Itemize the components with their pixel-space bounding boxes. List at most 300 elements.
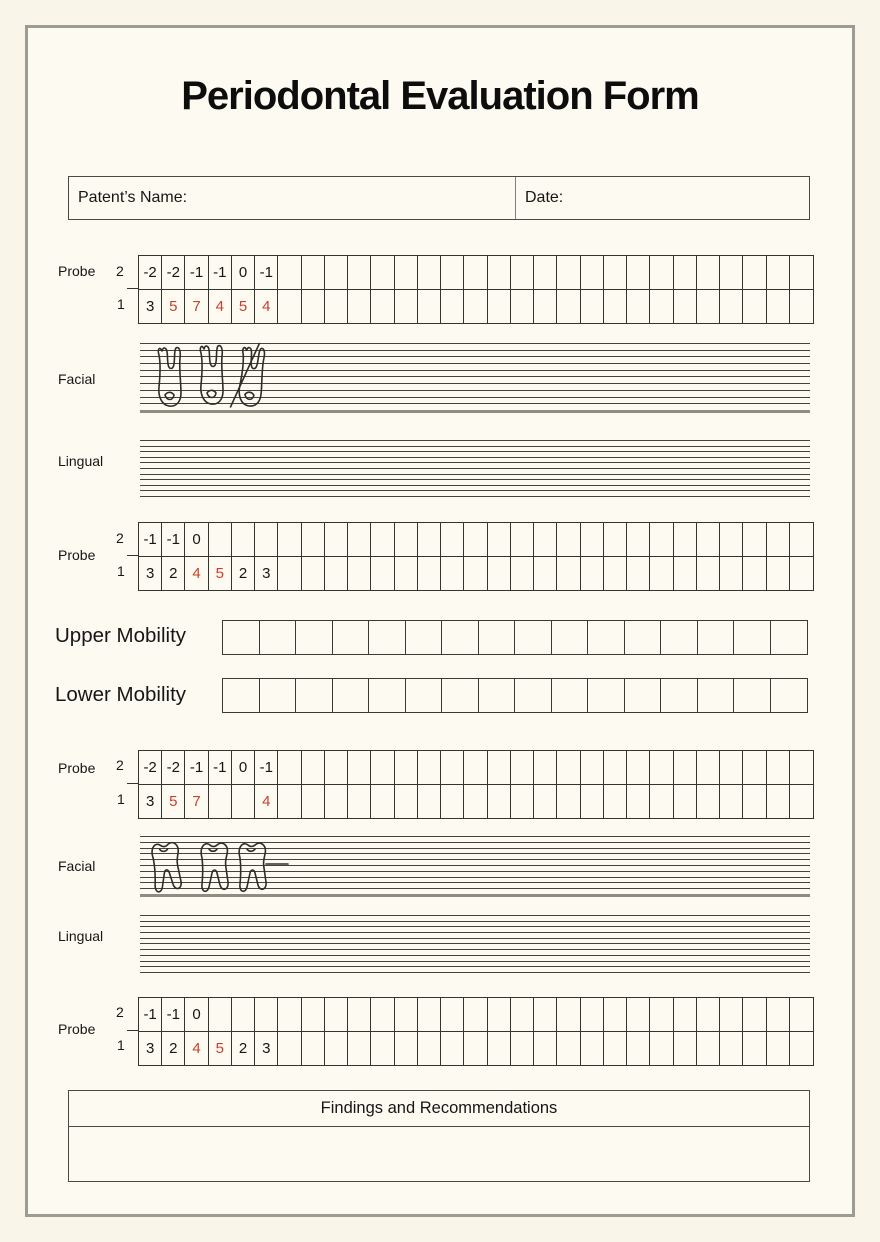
mobility-cell[interactable] (625, 621, 662, 654)
probe-cell[interactable] (581, 290, 604, 323)
mobility-cell[interactable] (406, 679, 443, 712)
page-title: Periodontal Evaluation Form (181, 74, 699, 118)
probe-cell[interactable] (720, 998, 743, 1031)
probe-cell[interactable] (697, 557, 720, 590)
probe-cell[interactable] (534, 1032, 557, 1065)
probe-cell[interactable] (720, 1032, 743, 1065)
probe-cell[interactable] (278, 751, 301, 784)
probe-cell[interactable]: 3 (139, 785, 162, 818)
mobility-cell[interactable] (333, 621, 370, 654)
probe-cell[interactable] (557, 1032, 580, 1065)
probe-cell[interactable] (767, 290, 790, 323)
mobility-cell[interactable] (515, 621, 552, 654)
probe-cell[interactable]: -1 (185, 256, 208, 289)
probe-cell[interactable] (325, 523, 348, 556)
probe-cell[interactable] (441, 1032, 464, 1065)
probe-cell[interactable] (557, 256, 580, 289)
probe-cell[interactable] (418, 523, 441, 556)
probe-cell[interactable] (650, 751, 673, 784)
probe-cell[interactable] (697, 785, 720, 818)
ruled-line (140, 474, 810, 475)
probe-cell[interactable]: 5 (209, 1032, 232, 1065)
probe-cell[interactable] (464, 751, 487, 784)
patient-name-label: Patent’s Name: (78, 189, 188, 206)
probe-cell[interactable] (418, 256, 441, 289)
probe-cell[interactable] (464, 785, 487, 818)
probe-cell[interactable] (488, 256, 511, 289)
probe-cell[interactable] (581, 256, 604, 289)
probe-row1-number-4: 1 (117, 1037, 125, 1053)
probe-row2-number-3: 2 (116, 757, 124, 773)
probe-cell[interactable] (418, 751, 441, 784)
ruled-line (140, 943, 810, 944)
tooth-sketch-group-lower (146, 838, 296, 900)
probe-cell[interactable] (371, 998, 394, 1031)
probe-cell[interactable] (464, 557, 487, 590)
probe-cell[interactable] (418, 290, 441, 323)
probe-cell[interactable] (464, 998, 487, 1031)
probe-cell[interactable]: 0 (232, 751, 255, 784)
probe-cell[interactable] (650, 290, 673, 323)
probe-label-4: Probe (58, 1021, 96, 1037)
probe-cell[interactable] (302, 785, 325, 818)
probe-cell[interactable] (581, 1032, 604, 1065)
probe-label-3: Probe (58, 760, 96, 776)
probe-cell[interactable] (743, 785, 766, 818)
probe-cell[interactable]: -2 (162, 256, 185, 289)
probe-cell[interactable] (302, 290, 325, 323)
probe-cell[interactable] (371, 751, 394, 784)
mobility-cell[interactable] (442, 621, 479, 654)
probe-cell[interactable] (627, 998, 650, 1031)
probe-cell[interactable] (348, 1032, 371, 1065)
probe-cell[interactable] (720, 785, 743, 818)
probe-cell[interactable] (627, 256, 650, 289)
probe-cell[interactable] (511, 290, 534, 323)
probe-cell[interactable] (348, 785, 371, 818)
probe-cell[interactable] (743, 998, 766, 1031)
probe-cell[interactable] (650, 256, 673, 289)
probe-cell[interactable] (511, 998, 534, 1031)
probe-cell[interactable] (441, 256, 464, 289)
mobility-cell[interactable] (406, 621, 443, 654)
mobility-cell[interactable] (260, 679, 297, 712)
mobility-cell[interactable] (442, 679, 479, 712)
probe-row1-number-2: 1 (117, 563, 125, 579)
probe-cell[interactable] (767, 523, 790, 556)
mobility-cell[interactable] (333, 679, 370, 712)
probe-cell[interactable] (767, 1032, 790, 1065)
probe-cell[interactable]: 4 (255, 290, 278, 323)
probe-cell[interactable] (441, 557, 464, 590)
probe-cell[interactable]: 5 (209, 557, 232, 590)
probe-cell[interactable] (557, 523, 580, 556)
probe-cell[interactable] (674, 785, 697, 818)
probe-cell[interactable] (604, 1032, 627, 1065)
probe-cell[interactable] (511, 523, 534, 556)
probe-cell[interactable] (720, 256, 743, 289)
probe-cell[interactable] (441, 751, 464, 784)
probe-cell[interactable]: 3 (255, 557, 278, 590)
probe-cell[interactable] (650, 998, 673, 1031)
probe-cell[interactable] (371, 785, 394, 818)
probe-cell[interactable] (371, 557, 394, 590)
probe-cell[interactable] (395, 751, 418, 784)
probe-cell[interactable] (209, 998, 232, 1031)
mobility-cell[interactable] (661, 679, 698, 712)
probe-cell[interactable] (790, 785, 813, 818)
ruled-line (140, 921, 810, 922)
probe-cell[interactable] (464, 256, 487, 289)
probe-cell[interactable] (488, 998, 511, 1031)
probe-cell[interactable]: 5 (162, 290, 185, 323)
tooth-sketch (239, 843, 288, 891)
probe-cell[interactable] (650, 1032, 673, 1065)
mobility-cell[interactable] (698, 621, 735, 654)
probe-cell[interactable] (488, 290, 511, 323)
probe-cell[interactable] (534, 523, 557, 556)
mobility-cell[interactable] (734, 679, 771, 712)
mobility-cell[interactable] (296, 621, 333, 654)
probe-cell[interactable] (371, 256, 394, 289)
probe-cell[interactable] (627, 523, 650, 556)
probe-cell[interactable] (325, 557, 348, 590)
probe-cell[interactable] (720, 290, 743, 323)
probe-cell[interactable] (511, 256, 534, 289)
probe-cell[interactable]: -2 (162, 751, 185, 784)
ruled-line (140, 932, 810, 933)
probe-cell[interactable] (790, 1032, 813, 1065)
mobility-cell[interactable] (296, 679, 333, 712)
probe-cell[interactable] (743, 1032, 766, 1065)
probe-cell[interactable] (627, 751, 650, 784)
probe-cell[interactable] (488, 557, 511, 590)
probe-cell[interactable]: 3 (255, 1032, 278, 1065)
probe-cell[interactable]: 3 (139, 557, 162, 590)
probe-cell[interactable] (674, 998, 697, 1031)
probe-cell[interactable] (488, 751, 511, 784)
probe-cell[interactable] (395, 290, 418, 323)
probe-cell[interactable] (697, 523, 720, 556)
probe-cell[interactable]: -1 (139, 998, 162, 1031)
ruled-line (140, 457, 810, 458)
probe-cell[interactable]: 5 (232, 290, 255, 323)
probe-cell[interactable] (557, 557, 580, 590)
findings-header: Findings and Recommendations (69, 1091, 809, 1127)
probe-cell[interactable] (674, 523, 697, 556)
probe-cell[interactable] (209, 785, 232, 818)
probe-cell[interactable] (441, 290, 464, 323)
probe-cell[interactable] (325, 256, 348, 289)
probe-cell[interactable] (674, 751, 697, 784)
probe-cell[interactable] (255, 523, 278, 556)
probe-cell[interactable] (674, 256, 697, 289)
probe-cell[interactable] (720, 557, 743, 590)
probe-cell[interactable] (697, 290, 720, 323)
probe-cell[interactable] (534, 785, 557, 818)
probe-cell[interactable] (302, 557, 325, 590)
probe-cell[interactable] (302, 1032, 325, 1065)
probe-cell[interactable] (278, 785, 301, 818)
probe-cell[interactable] (348, 256, 371, 289)
probe-cell[interactable] (278, 290, 301, 323)
probe-cell[interactable] (395, 256, 418, 289)
probe-cell[interactable]: -2 (139, 256, 162, 289)
probe-cell[interactable] (464, 290, 487, 323)
probe-cell[interactable] (534, 751, 557, 784)
probe-cell[interactable] (674, 1032, 697, 1065)
probe-cell[interactable]: 0 (232, 256, 255, 289)
probe-cell[interactable] (697, 256, 720, 289)
probe-cell[interactable] (743, 523, 766, 556)
probe-cell[interactable]: -1 (162, 523, 185, 556)
probe-cell[interactable] (418, 557, 441, 590)
probe-cell[interactable] (325, 751, 348, 784)
probe-cell[interactable] (581, 523, 604, 556)
probe-cell[interactable] (278, 998, 301, 1031)
probe-cell[interactable] (627, 785, 650, 818)
probe-cell[interactable]: 4 (185, 557, 208, 590)
probe-cell[interactable] (627, 1032, 650, 1065)
probe-cell[interactable]: -1 (185, 751, 208, 784)
probe-cell[interactable] (534, 557, 557, 590)
probe-cell[interactable] (511, 785, 534, 818)
probe-cell[interactable] (395, 998, 418, 1031)
probe-cell[interactable] (627, 557, 650, 590)
probe-cell[interactable] (790, 256, 813, 289)
probe-cell[interactable] (720, 523, 743, 556)
probe-cell[interactable] (325, 1032, 348, 1065)
probe-grid-2 (138, 522, 814, 591)
probe-cell[interactable]: 2 (232, 557, 255, 590)
probe-cell[interactable] (557, 290, 580, 323)
probe-cell[interactable] (348, 523, 371, 556)
probe-cell[interactable] (348, 998, 371, 1031)
probe-cell[interactable] (697, 751, 720, 784)
ruled-line (140, 479, 810, 480)
probe-cell[interactable]: 4 (209, 290, 232, 323)
probe-cell[interactable] (395, 523, 418, 556)
probe-cell[interactable]: -1 (255, 256, 278, 289)
probe-cell[interactable] (790, 290, 813, 323)
probe-cell[interactable] (371, 523, 394, 556)
probe-cell[interactable] (395, 785, 418, 818)
probe-cell[interactable]: 7 (185, 785, 208, 818)
probe-cell[interactable] (627, 290, 650, 323)
mobility-cell[interactable] (223, 679, 260, 712)
probe-cell[interactable]: -2 (139, 751, 162, 784)
mobility-cell[interactable] (698, 679, 735, 712)
probe-cell[interactable]: -1 (255, 751, 278, 784)
probe-cell[interactable] (557, 998, 580, 1031)
probe-cell[interactable] (604, 998, 627, 1031)
probe-cell[interactable] (511, 557, 534, 590)
probe-cell[interactable] (581, 557, 604, 590)
probe-cell[interactable] (720, 751, 743, 784)
mobility-cell[interactable] (479, 621, 516, 654)
probe-row2-number-1: 2 (116, 263, 124, 279)
probe-cell[interactable] (743, 751, 766, 784)
lower-mobility-label: Lower Mobility (55, 683, 187, 706)
probe-cell[interactable] (278, 256, 301, 289)
probe-row-top (139, 751, 813, 784)
probe-cell[interactable] (395, 1032, 418, 1065)
probe-cell[interactable] (511, 751, 534, 784)
probe-cell[interactable] (650, 557, 673, 590)
mobility-cell[interactable] (625, 679, 662, 712)
probe-cell[interactable] (511, 1032, 534, 1065)
mobility-cell[interactable] (479, 679, 516, 712)
probe-row2-number-2: 2 (116, 530, 124, 546)
probe-cell[interactable] (325, 290, 348, 323)
probe-cell[interactable] (232, 523, 255, 556)
lingual-label-2: Lingual (58, 928, 104, 944)
mobility-cell[interactable] (369, 621, 406, 654)
probe-cell[interactable] (697, 1032, 720, 1065)
probe-cell[interactable] (581, 751, 604, 784)
probe-cell[interactable]: 2 (162, 1032, 185, 1065)
probe-cell[interactable] (371, 290, 394, 323)
probe-cell[interactable] (255, 998, 278, 1031)
ruled-line (140, 440, 810, 441)
probe-cell[interactable] (767, 785, 790, 818)
probe-cell[interactable] (464, 523, 487, 556)
probe-row-top (139, 998, 813, 1031)
probe-cell[interactable] (697, 998, 720, 1031)
probe-cell[interactable] (464, 1032, 487, 1065)
tooth-sketch (201, 843, 228, 891)
probe-cell[interactable] (790, 998, 813, 1031)
probe-cell[interactable] (441, 523, 464, 556)
probe-cell[interactable] (418, 785, 441, 818)
patient-info-box (68, 176, 810, 220)
probe-cell[interactable] (674, 557, 697, 590)
probe-cell[interactable] (395, 557, 418, 590)
probe-row-bottom (139, 1031, 813, 1065)
probe-cell[interactable]: 5 (162, 785, 185, 818)
probe-cell[interactable]: 7 (185, 290, 208, 323)
probe-cell[interactable] (278, 523, 301, 556)
probe-cell[interactable] (441, 785, 464, 818)
probe-cell[interactable] (209, 523, 232, 556)
probe-cell[interactable] (371, 1032, 394, 1065)
mobility-cell[interactable] (515, 679, 552, 712)
mobility-cell[interactable] (771, 679, 808, 712)
probe-cell[interactable]: -1 (139, 523, 162, 556)
probe-cell[interactable] (767, 256, 790, 289)
probe-cell[interactable]: 4 (255, 785, 278, 818)
probe-cell[interactable] (488, 785, 511, 818)
probe-cell[interactable] (441, 998, 464, 1031)
probe-cell[interactable]: 2 (232, 1032, 255, 1065)
probe-cell[interactable] (278, 1032, 301, 1065)
probe-cell[interactable]: 3 (139, 290, 162, 323)
probe-cell[interactable] (534, 256, 557, 289)
probe-cell[interactable] (790, 751, 813, 784)
probe-cell[interactable] (604, 785, 627, 818)
probe-cell[interactable]: 0 (185, 523, 208, 556)
mobility-cell[interactable] (552, 679, 589, 712)
probe-cell[interactable]: 0 (185, 998, 208, 1031)
mobility-cell[interactable] (771, 621, 808, 654)
findings-input-area[interactable] (69, 1127, 809, 1181)
probe-cell[interactable] (604, 751, 627, 784)
mobility-cell[interactable] (588, 679, 625, 712)
probe-cell[interactable] (767, 998, 790, 1031)
probe-cell[interactable] (325, 998, 348, 1031)
probe-cell[interactable] (488, 1032, 511, 1065)
probe-cell[interactable] (790, 523, 813, 556)
probe-cell[interactable] (348, 751, 371, 784)
probe-cell[interactable] (604, 290, 627, 323)
probe-cell[interactable] (348, 290, 371, 323)
probe-cell[interactable] (743, 256, 766, 289)
probe-cell[interactable] (302, 751, 325, 784)
probe-cell[interactable] (302, 998, 325, 1031)
mobility-cell[interactable] (260, 621, 297, 654)
probe-cell[interactable] (557, 751, 580, 784)
mobility-cell[interactable] (369, 679, 406, 712)
probe-cell[interactable] (232, 785, 255, 818)
mobility-cell[interactable] (223, 621, 260, 654)
probe-cell[interactable] (604, 557, 627, 590)
probe-cell[interactable] (534, 998, 557, 1031)
mobility-cell[interactable] (588, 621, 625, 654)
probe-cell[interactable] (348, 557, 371, 590)
ruled-line (140, 955, 810, 956)
probe-cell[interactable] (302, 256, 325, 289)
probe-cell[interactable] (278, 557, 301, 590)
probe-cell[interactable]: -1 (162, 998, 185, 1031)
mobility-cell[interactable] (661, 621, 698, 654)
probe-cell[interactable]: 3 (139, 1032, 162, 1065)
probe-cell[interactable] (604, 256, 627, 289)
probe-cell[interactable] (650, 523, 673, 556)
lower-mobility-grid (222, 678, 808, 713)
probe-cell[interactable] (418, 998, 441, 1031)
probe-grid-3 (138, 750, 814, 819)
date-field[interactable] (516, 177, 809, 219)
probe-cell[interactable] (488, 523, 511, 556)
probe-cell[interactable] (581, 998, 604, 1031)
probe-cell[interactable] (604, 523, 627, 556)
probe-cell[interactable] (325, 785, 348, 818)
patient-name-field[interactable] (69, 177, 516, 219)
probe-cell[interactable] (581, 785, 604, 818)
probe-cell[interactable] (767, 557, 790, 590)
probe-cell[interactable] (790, 557, 813, 590)
probe-cell[interactable] (534, 290, 557, 323)
probe-cell[interactable]: 2 (162, 557, 185, 590)
probe-cell[interactable] (557, 785, 580, 818)
mobility-cell[interactable] (734, 621, 771, 654)
probe-cell[interactable] (743, 290, 766, 323)
probe-cell[interactable] (418, 1032, 441, 1065)
probe-cell[interactable] (674, 290, 697, 323)
mobility-cell[interactable] (552, 621, 589, 654)
probe-cell[interactable] (743, 557, 766, 590)
probe-cell[interactable] (232, 998, 255, 1031)
ruled-line (140, 468, 810, 469)
upper-mobility-grid (222, 620, 808, 655)
probe-cell[interactable]: -1 (209, 751, 232, 784)
probe-cell[interactable]: -1 (209, 256, 232, 289)
probe-cell[interactable]: 4 (185, 1032, 208, 1065)
probe-cell[interactable] (302, 523, 325, 556)
probe-cell[interactable] (767, 751, 790, 784)
probe-cell[interactable] (650, 785, 673, 818)
probe-row-bottom (139, 784, 813, 818)
